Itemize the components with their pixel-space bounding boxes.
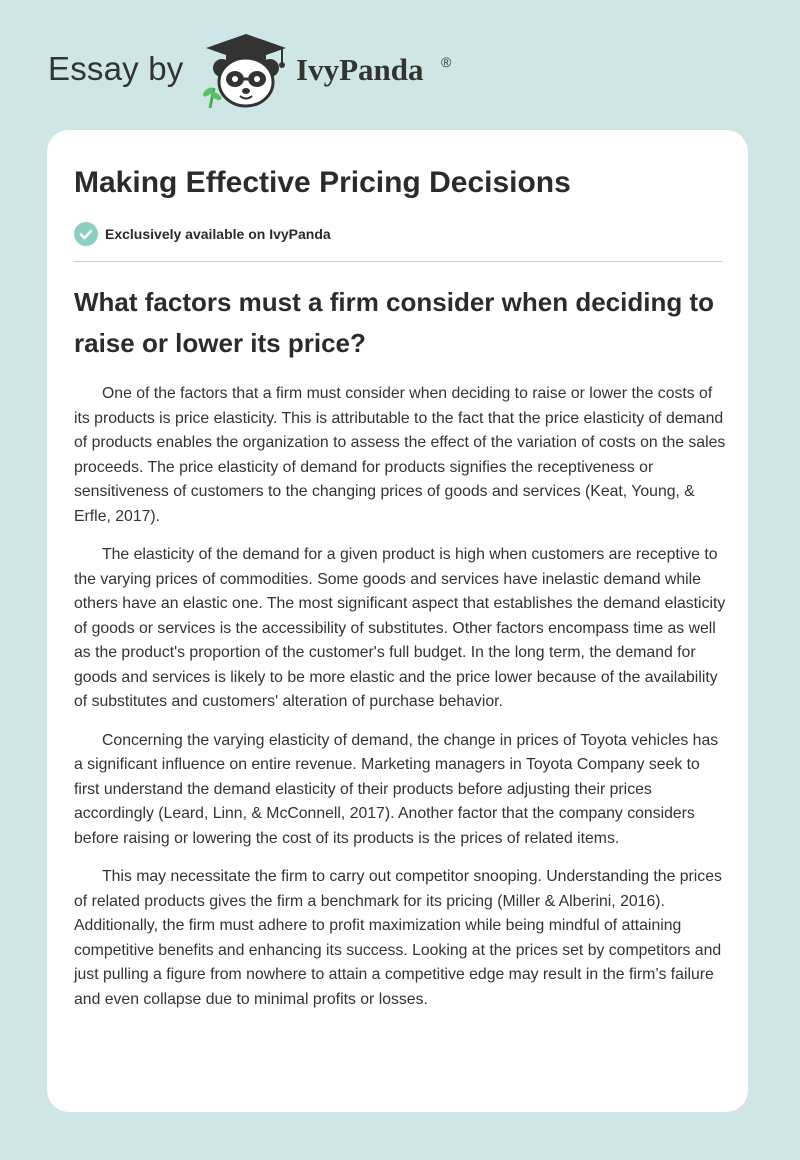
divider: [74, 261, 723, 262]
paragraph: One of the factors that a firm must consider when deciding to raise or lower the costs of its products is price elasticity. This is attributable to the fact that the price elasticity of demand of products enables the organization to assess the effect of the variation of costs on the sales proceeds. The price elasticity of demand for products signifies the receptiveness or sensitiveness of customers to the changing prices of goods and services (Keat, Young, & Erfle, 2017).: [74, 385, 726, 525]
section-heading: What factors must a firm consider when deciding to raise or lower its price?: [74, 287, 714, 358]
exclusive-badge: [74, 222, 331, 246]
paragraph: The elasticity of the demand for a given product is high when customers are receptive to the varying prices of commodities. Some goods and services have inelastic demand while others have an elastic one. The most significant aspect that establishes the demand elasticity of goods or services is the accessibility of substitutes. Other factors encompass time as well as the product's proportion of the customer's full budget. In the long term, the demand for goods and services is likely to be more elastic and the price lower because of the availability of substitutes and customers' alteration of purchase behavior.: [74, 546, 726, 710]
exclusive-label: Exclusively available on IvyPanda: [105, 226, 331, 242]
paragraph: This may necessitate the firm to carry out competitor snooping. Understanding the prices of related products gives the firm a benchmark for its pricing (Miller & Alberini, 2016). Additionally, the firm must adhere to profit maximization while being mindful of attaining competitive benefits and enhancing its success. Looking at the prices set by competitors and just pulling a figure from nowhere to attain a competitive edge may result in the firm’s failure and even collapse due to minimal profits or losses.: [74, 868, 722, 1008]
essay-card: [47, 130, 748, 1112]
paragraph: Concerning the varying elasticity of demand, the change in prices of Toyota vehicles has a significant influence on entire revenue. Marketing managers in Toyota Company seek to first understand the demand elasticity of their products before adjusting their prices accordingly (Leard, Linn, & McConnell, 2017). Another factor that the company considers before raising or lowering the cost of its products is the prices of related items.: [74, 731, 719, 847]
essay-by-label: Essay by: [48, 50, 184, 87]
site-header: [0, 0, 800, 130]
registered-mark: ®: [441, 54, 452, 70]
brand-name[interactable]: IvyPanda: [296, 52, 424, 87]
page-title: Making Effective Pricing Decisions: [74, 166, 571, 199]
essay-body: [74, 382, 726, 1026]
check-badge-icon: [74, 222, 98, 246]
panda-logo-icon[interactable]: [196, 30, 296, 110]
